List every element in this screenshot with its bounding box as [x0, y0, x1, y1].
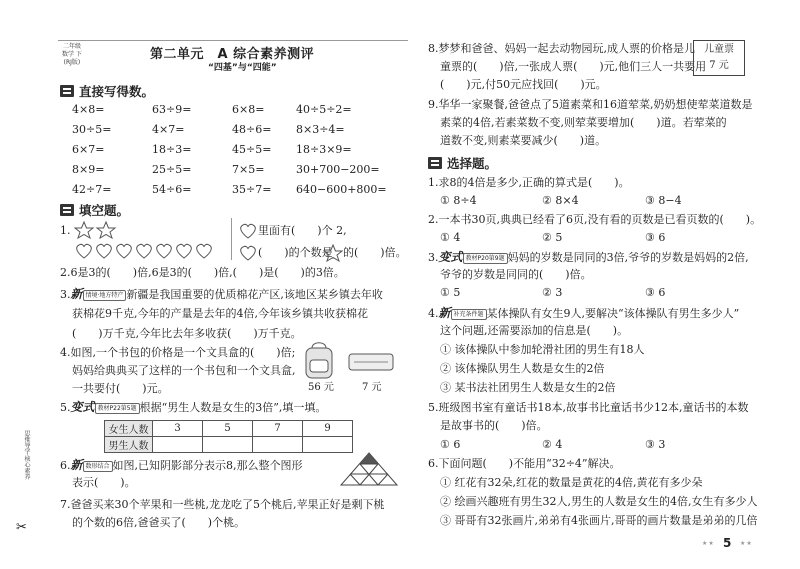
c4-line1: 4.新 补充条件题 某体操队有女生9人,要解决“该体操队有男生多少人” [428, 306, 740, 320]
calc-item: 35÷7= [232, 183, 272, 196]
q9-line1: 9.华华一家聚餐,爸爸点了5道素菜和16道荤菜,奶奶想使荤菜道数是 [428, 98, 753, 111]
c2-question: 2.一本书30页,典典已经看了6页,没有看的页数是已看页数的( )。 [428, 213, 762, 226]
c3-option[interactable]: ③ 6 [645, 286, 666, 299]
c6-question: 6.下面问题( )不能用“32÷4”解决。 [428, 457, 621, 470]
grade-label: 二年级 数学 下 (RJ版) [62, 43, 82, 66]
c2-option[interactable]: ③ 6 [645, 231, 666, 244]
ticket-price-box: 儿童票 7 元 [693, 40, 745, 76]
table-row: 女生人数 3 5 7 9 [105, 421, 353, 437]
q1-text-a: 里面有( )个 2, [258, 224, 347, 237]
q4-line2: 妈妈给典典买了这样的一个书包和一个文具盒, [72, 364, 296, 377]
calc-item: 45÷5= [232, 143, 272, 156]
section-2-heading: 填空题。 [60, 201, 129, 219]
q7-line2: 的个数的6倍,爸爸买了( )个桃。 [72, 516, 246, 529]
q6-tag: 数形结合 [83, 461, 113, 472]
c3-option[interactable]: ② 3 [542, 286, 563, 299]
c5-option[interactable]: ① 6 [440, 438, 461, 451]
c3-line2: 爷爷的岁数是同同的( )倍。 [440, 268, 592, 281]
spine-label: 思维导学·核心素养 [23, 430, 30, 480]
calc-item: 18÷3×9= [296, 143, 352, 156]
heart-icon [77, 244, 212, 258]
q8-line2: 童票的( )倍,一张成人票( )元,他们三人一共要用 [440, 60, 707, 73]
c2-option[interactable]: ② 5 [542, 231, 563, 244]
c5-option[interactable]: ② 4 [542, 438, 563, 451]
calc-item: 640−600+800= [296, 183, 387, 196]
calc-item: 25÷5= [152, 163, 192, 176]
q8-line1: 8.梦梦和爸爸、妈妈一起去动物园玩,成人票的价格是儿 [428, 42, 695, 55]
calc-item: 42÷7= [72, 183, 112, 196]
q6-line2: 表示( )。 [72, 476, 136, 489]
q1-text-c: 的( )倍。 [343, 246, 407, 259]
c4-line2: 这个问题,还需要添加的信息是( )。 [440, 324, 629, 337]
unit-title: 第二单元 A 综合素养测评 [150, 47, 315, 62]
c3-option[interactable]: ① 5 [440, 286, 461, 299]
section-icon [60, 85, 74, 97]
c4-option[interactable]: ③ 某书法社团男生人数是女生的2倍 [440, 381, 616, 394]
calc-item: 30+700−200= [296, 163, 380, 176]
triangle-figure [340, 452, 398, 486]
q9-line2: 素菜的4倍,若素菜数不变,则荤菜要增加( )道。若荤菜的 [440, 116, 727, 129]
calc-item: 6×8= [232, 103, 265, 116]
calc-item: 6×7= [72, 143, 105, 156]
heart-icon [238, 223, 258, 239]
c3-tag: 教材P20第9题 [463, 253, 508, 264]
section-1-heading: 直接写得数。 [60, 82, 154, 100]
c6-option[interactable]: ③ 哥哥有32张画片,弟弟有4张画片,哥哥的画片数量是弟弟的几倍 [440, 514, 758, 527]
c6-option[interactable]: ② 绘画兴趣班有男生32人,男生的人数是女生的4倍,女生有多少人 [440, 495, 758, 508]
heart-icon [238, 245, 258, 261]
unit-subtitle: “四基”与“四能” [208, 63, 277, 73]
c2-option[interactable]: ① 4 [440, 231, 461, 244]
c5-line1: 5.班级图书室有童话书18本,故事书比童话书少12本,童话书的本数 [428, 401, 749, 414]
q4-box-price: 7 元 [362, 382, 382, 393]
c4-option[interactable]: ① 该体操队中参加轮滑社团的男生有18人 [440, 343, 645, 356]
calc-item: 7×5= [232, 163, 265, 176]
c5-option[interactable]: ③ 3 [645, 438, 666, 451]
star-icon [323, 244, 343, 262]
q1-text-b: ( )的个数是 [258, 246, 333, 259]
c1-option[interactable]: ② 8×4 [542, 194, 579, 207]
calc-item: 4×8= [72, 103, 105, 116]
calc-item: 40÷5÷2= [296, 103, 352, 116]
c4-option[interactable]: ② 该体操队男生人数是女生的2倍 [440, 362, 605, 375]
calc-item: 8×9= [72, 163, 105, 176]
decoration-stars: ★★ [702, 540, 715, 547]
calc-item: 8×3÷4= [296, 123, 345, 136]
calc-item: 30÷5= [72, 123, 112, 136]
section-3-heading: 选择题。 [428, 154, 497, 172]
q5-tag: 教材P22第5题 [95, 403, 140, 414]
c4-tag: 补充条件题 [451, 309, 487, 320]
q3-tag: 情境·地方特产 [83, 290, 127, 301]
calc-item: 18÷3= [152, 143, 192, 156]
calc-item: 54÷6= [152, 183, 192, 196]
q7-line1: 7.爸爸买来30个苹果和一些桃,龙龙吃了5个桃后,苹果正好是剩下桃 [60, 498, 385, 511]
c1-question: 1.求8的4倍是多少,正确的算式是( )。 [428, 176, 630, 189]
calc-item: 4×7= [152, 123, 185, 136]
section-icon [428, 157, 442, 169]
calc-item: 63÷9= [152, 103, 192, 116]
c5-line2: 是故事书的( )倍。 [440, 419, 548, 432]
answer-cell[interactable] [253, 437, 303, 453]
q3-line3: ( )万千克,今年比去年多收获( )万千克。 [72, 327, 302, 340]
c1-option[interactable]: ③ 8−4 [645, 194, 682, 207]
backpack-icon [300, 340, 338, 380]
c3-line1: 3.变式 教材P20第9题 妈妈的岁数是同同的3倍,爷爷的岁数是妈妈的2倍, [428, 250, 749, 264]
q5-table [104, 420, 353, 453]
page-number: 5 [723, 536, 732, 550]
q3-line2: 获棉花9千克,今年的产量是去年的4倍,今年该乡镇共收获棉花 [72, 307, 368, 320]
scissors-icon: ✂ [16, 520, 27, 535]
q1-divider [231, 218, 232, 260]
q4-line3: 一共要付( )元。 [72, 382, 169, 395]
calc-item: 48÷6= [232, 123, 272, 136]
header-rule [58, 40, 408, 41]
q6-line1: 6.新 数形结合 如图,已知阴影部分表示8,那么整个图形 [60, 458, 303, 472]
section-icon [60, 204, 74, 216]
c1-option[interactable]: ① 8÷4 [440, 194, 477, 207]
q8-line3: ( )元,付50元应找回( )元。 [440, 78, 607, 91]
answer-cell[interactable] [153, 437, 203, 453]
star-icon [75, 222, 115, 238]
q4-line1: 4.如图,一个书包的价格是一个文具盒的( )倍; [60, 346, 296, 359]
decoration-stars: ★★ [740, 540, 753, 547]
q3-line1: 3.新 情境·地方特产 新疆是我国重要的优质棉花产区,该地区某乡镇去年收 [60, 287, 383, 301]
pencil-case-icon [348, 352, 394, 372]
q1-figure [74, 220, 224, 262]
answer-cell[interactable] [203, 437, 253, 453]
q9-line3: 道数不变,则素菜要减少( )道。 [440, 134, 607, 147]
c6-option[interactable]: ① 红花有32朵,红花的数量是黄花的4倍,黄花有多少朵 [440, 476, 703, 489]
q1-number: 1. [60, 224, 71, 237]
answer-cell[interactable] [303, 437, 353, 453]
q2-text: 2.6是3的( )倍,6是3的( )倍,( )是( )的3倍。 [60, 266, 345, 279]
q5-line: 5.变式 教材P22第5题 根据“男生人数是女生的3倍”,填一填。 [60, 400, 327, 414]
q4-bag-price: 56 元 [308, 382, 334, 393]
table-row: 男生人数 [105, 437, 353, 453]
